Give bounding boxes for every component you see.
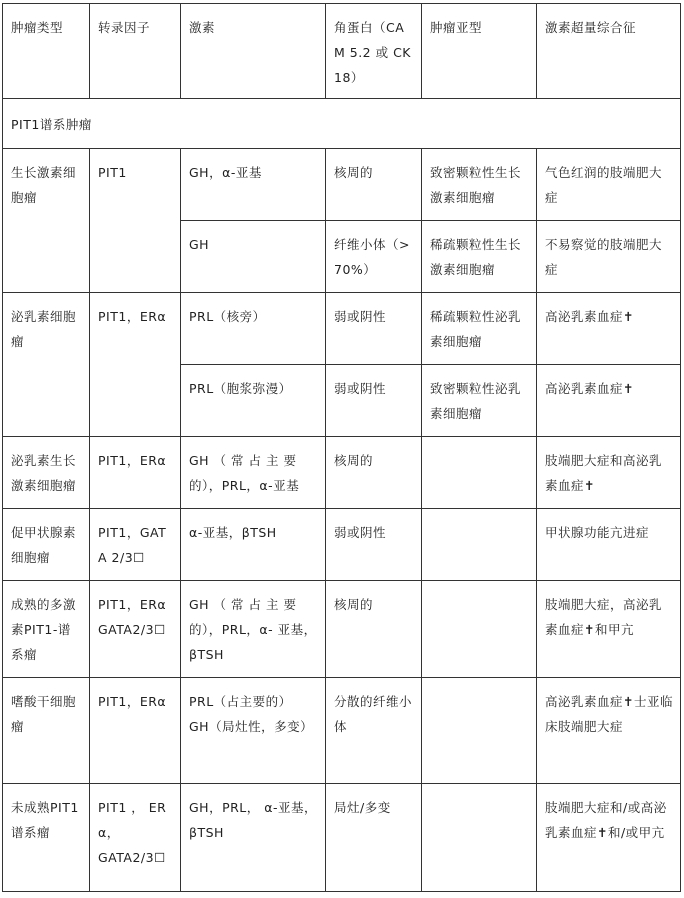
syndrome-cell: 高泌乳素血症✝: [537, 293, 681, 365]
header-keratin: 角蛋白（CAM 5.2 或 CK18）: [326, 4, 422, 99]
syndrome-cell: 肢端肥大症和/或高泌乳素血症✝和/或甲亢: [537, 784, 681, 892]
tf-line: PIT1，ERα: [98, 597, 167, 612]
table-row: [3, 678, 681, 784]
subtype-cell: 致密颗粒性泌乳素细胞瘤: [422, 365, 537, 437]
transcription-factor-cell: PIT1，ERα: [90, 437, 181, 509]
header-hormone: 激素: [181, 4, 326, 99]
hormone-cell: α-亚基，βTSH: [181, 509, 326, 581]
subtype-cell: [422, 581, 537, 678]
header-row: [3, 4, 681, 99]
tf-line: GATA2/3☐: [98, 622, 166, 637]
tumor-type-cell: 泌乳素细胞瘤: [3, 293, 90, 437]
transcription-factor-cell: PIT1: [90, 149, 181, 293]
table-row: [3, 437, 681, 509]
subtype-cell: 稀疏颗粒性生长激素细胞瘤: [422, 221, 537, 293]
syndrome-cell: 高泌乳素血症✝士亚临床肢端肥大症: [537, 678, 681, 784]
table-row: [3, 293, 681, 365]
subtype-cell: [422, 784, 537, 892]
keratin-cell: 核周的: [326, 437, 422, 509]
subtype-cell: 致密颗粒性生长激素细胞瘤: [422, 149, 537, 221]
header-syndrome: 激素超量综合征: [537, 4, 681, 99]
tumor-type-cell: 未成熟PIT1谱系瘤: [3, 784, 90, 892]
syndrome-cell: 气色红润的肢端肥大症: [537, 149, 681, 221]
subtype-cell: [422, 437, 537, 509]
transcription-factor-cell: [90, 581, 181, 678]
keratin-cell: 分散的纤维小体: [326, 678, 422, 784]
header-transcription-factor: 转录因子: [90, 4, 181, 99]
syndrome-cell: 不易察觉的肢端肥大症: [537, 221, 681, 293]
keratin-cell: 核周的: [326, 149, 422, 221]
hormone-cell: GH （ 常 占 主 要 的），PRL，α-亚基: [181, 437, 326, 509]
hormone-cell: [181, 678, 326, 784]
syndrome-cell: 肢端肥大症，高泌乳素血症✝和甲亢: [537, 581, 681, 678]
syndrome-cell: 肢端肥大症和高泌乳素血症✝: [537, 437, 681, 509]
syndrome-cell: 甲状腺功能亢进症: [537, 509, 681, 581]
hormone-line: PRL（占主要的）: [189, 694, 292, 709]
tumor-type-cell: 生长激素细胞瘤: [3, 149, 90, 293]
keratin-cell: 弱或阴性: [326, 293, 422, 365]
keratin-cell: 弱或阴性: [326, 509, 422, 581]
tumor-type-cell: 嗜酸干细胞瘤: [3, 678, 90, 784]
transcription-factor-cell: [90, 784, 181, 892]
tumor-type-cell: 泌乳素生长激素细胞瘤: [3, 437, 90, 509]
hormone-cell: GH （ 常 占 主 要 的），PRL，α- 亚基，βTSH: [181, 581, 326, 678]
subtype-cell: 稀疏颗粒性泌乳素细胞瘤: [422, 293, 537, 365]
table-row: [3, 149, 681, 221]
keratin-cell: 弱或阴性: [326, 365, 422, 437]
hormone-cell: GH: [181, 221, 326, 293]
section-title: PIT1谱系肿瘤: [3, 99, 681, 149]
table-row: [3, 581, 681, 678]
keratin-cell: 纤维小体（> 70%）: [326, 221, 422, 293]
hormone-cell: PRL（胞浆弥漫）: [181, 365, 326, 437]
keratin-cell: 核周的: [326, 581, 422, 678]
tf-line: PIT1 ， ER α，: [98, 800, 167, 840]
hormone-cell: GH，α-亚基: [181, 149, 326, 221]
transcription-factor-cell: PIT1，ERα: [90, 293, 181, 437]
hormone-cell: PRL（核旁）: [181, 293, 326, 365]
tf-line: GATA2/3☐: [98, 850, 166, 865]
keratin-cell: 局灶/多变: [326, 784, 422, 892]
header-subtype: 肿瘤亚型: [422, 4, 537, 99]
subtype-cell: [422, 509, 537, 581]
table-row: [3, 509, 681, 581]
hormone-cell: GH，PRL， α-亚基，βTSH: [181, 784, 326, 892]
tumor-type-cell: 促甲状腺素细胞瘤: [3, 509, 90, 581]
hormone-line: GH（局灶性，多变）: [189, 719, 314, 734]
subtype-cell: [422, 678, 537, 784]
transcription-factor-cell: PIT1，GATA 2/3☐: [90, 509, 181, 581]
table-row: [3, 784, 681, 892]
transcription-factor-cell: PIT1，ERα: [90, 678, 181, 784]
section-row: [3, 99, 681, 149]
pit1-lineage-table: [2, 3, 681, 892]
syndrome-cell: 高泌乳素血症✝: [537, 365, 681, 437]
tumor-type-cell: 成熟的多激素PIT1-谱系瘤: [3, 581, 90, 678]
header-tumor-type: 肿瘤类型: [3, 4, 90, 99]
